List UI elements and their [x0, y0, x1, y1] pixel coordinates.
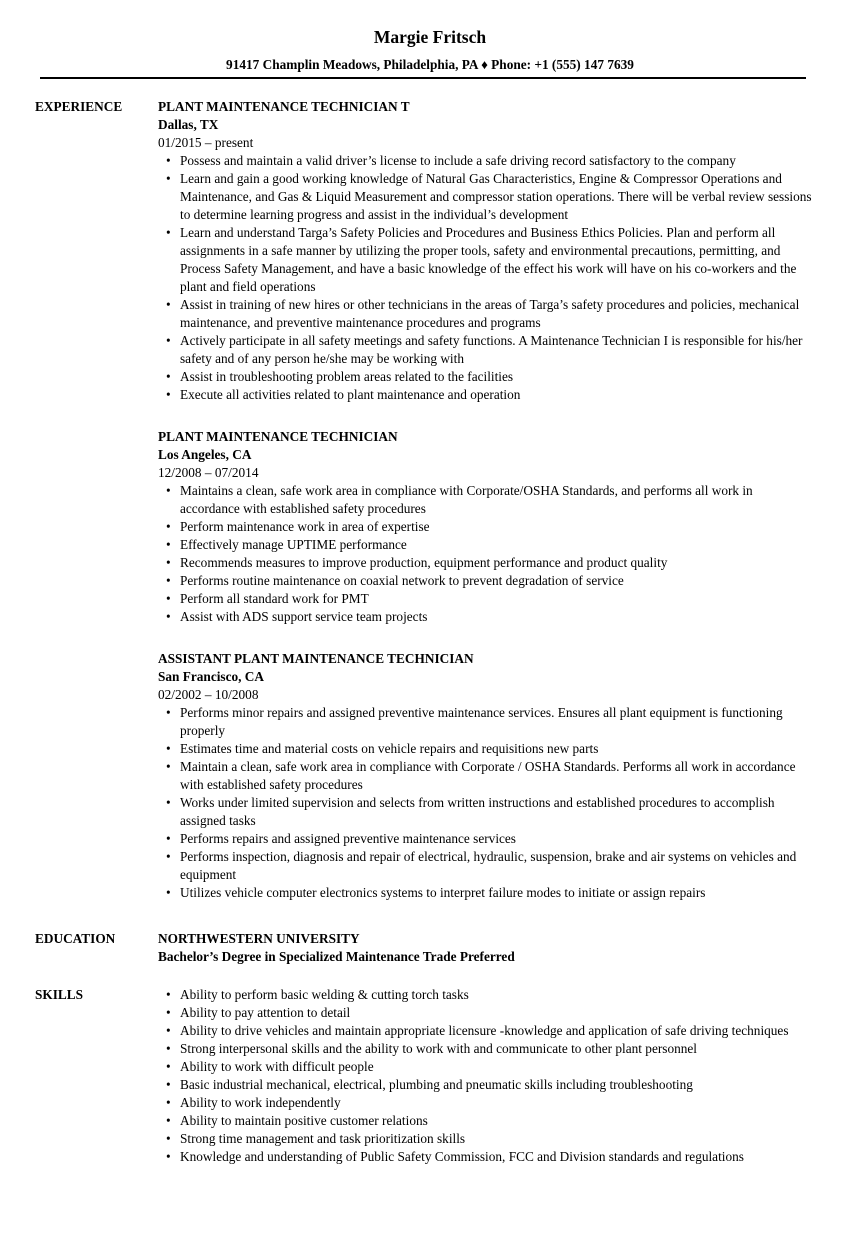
school-name: NORTHWESTERN UNIVERSITY	[158, 931, 360, 946]
job-dates: 01/2015 – present	[158, 135, 254, 150]
job-bullet: • Performs minor repairs and assigned preventive maintenance services. Ensures all plant equipment is functioning properly	[180, 704, 812, 740]
job-bullet: • Assist in training of new hires or other technicians in the areas of Targa’s safety procedures and policies, mechanical maintenance, and preventive maintenance procedures and programs	[180, 296, 812, 332]
job-location: San Francisco, CA	[158, 669, 265, 684]
job-bullet: • Maintains a clean, safe work area in compliance with Corporate/OSHA Standards, and performs all work in accordance with established safety procedures	[180, 482, 812, 518]
job-bullet: • Utilizes vehicle computer electronics systems to interpret failure modes to initiate or assign repairs	[180, 884, 812, 902]
job-bullet: • Perform maintenance work in area of expertise	[180, 518, 812, 536]
skill-item: • Ability to work with difficult people	[180, 1058, 812, 1076]
skill-item: • Ability to maintain positive customer relations	[180, 1112, 812, 1130]
job-bullet: • Perform all standard work for PMT	[180, 590, 812, 608]
job-bullet: • Learn and gain a good working knowledge of Natural Gas Characteristics, Engine & Compressor Operations and Maintenance, and Gas & Liquid Measurement and compressor station operations. There will be verbal review sessions to determine learning progress and assist in the individual’s development	[180, 170, 812, 224]
contact-line: 91417 Champlin Meadows, Philadelphia, PA ♦ Phone: +1 (555) 147 7639	[226, 57, 634, 72]
degree-name: Bachelor’s Degree in Specialized Maintenance Trade Preferred	[158, 949, 515, 964]
job-bullet: • Assist with ADS support service team projects	[180, 608, 812, 626]
skill-item: • Ability to work independently	[180, 1094, 812, 1112]
job-bullet: • Actively participate in all safety meetings and safety functions. A Maintenance Technician I is responsible for his/her safety and of any person he/she may be working with	[180, 332, 812, 368]
job-bullets	[158, 482, 812, 626]
experience-section	[0, 98, 860, 902]
skill-item: • Ability to drive vehicles and maintain appropriate licensure -knowledge and application of safe driving techniques	[180, 1022, 812, 1040]
experience-heading: EXPERIENCE	[35, 99, 123, 114]
job-title: PLANT MAINTENANCE TECHNICIAN T	[158, 99, 410, 114]
candidate-name: Margie Fritsch	[373, 27, 487, 47]
skills-section	[0, 986, 860, 1166]
skill-item: • Ability to pay attention to detail	[180, 1004, 812, 1022]
skill-item: • Knowledge and understanding of Public Safety Commission, FCC and Division standards and regulations	[180, 1148, 812, 1166]
skill-item: • Basic industrial mechanical, electrical, plumbing and pneumatic skills including troubleshooting	[180, 1076, 812, 1094]
job-entry	[158, 428, 812, 626]
skills-body	[158, 986, 860, 1166]
job-bullet: • Effectively manage UPTIME performance	[180, 536, 812, 554]
job-bullet: • Recommends measures to improve production, equipment performance and product quality	[180, 554, 812, 572]
job-bullet: • Estimates time and material costs on vehicle repairs and requisitions new parts	[180, 740, 812, 758]
job-bullet: • Performs routine maintenance on coaxial network to prevent degradation of service	[180, 572, 812, 590]
job-bullets	[158, 152, 812, 404]
job-bullet: • Learn and understand Targa’s Safety Policies and Procedures and Business Ethics Policies. Plan and perform all assignments in a safe manner by utilizing the proper tools, safety and environmental precautions, permitting, and Process Safety Management, and have a basic knowledge of the effect his work will have on his co-workers and the plant and field operations	[180, 224, 812, 296]
job-bullet: • Maintain a clean, safe work area in compliance with Corporate / OSHA Standards. Performs all work in accordance with established safety procedures	[180, 758, 812, 794]
experience-body	[158, 98, 860, 902]
job-title: ASSISTANT PLANT MAINTENANCE TECHNICIAN	[158, 651, 474, 666]
skills-heading: SKILLS	[35, 987, 84, 1002]
job-bullet: • Performs inspection, diagnosis and repair of electrical, hydraulic, suspension, brake and air systems on vehicles and equipment	[180, 848, 812, 884]
job-entry	[158, 98, 812, 404]
job-bullets	[158, 704, 812, 902]
job-bullet: • Performs repairs and assigned preventive maintenance services	[180, 830, 812, 848]
job-location: Dallas, TX	[158, 117, 219, 132]
job-entry	[158, 650, 812, 902]
resume-header	[0, 0, 860, 74]
education-body	[158, 930, 860, 966]
skill-item: • Ability to perform basic welding & cutting torch tasks	[180, 986, 812, 1004]
job-bullet: • Execute all activities related to plant maintenance and operation	[180, 386, 812, 404]
header-divider	[40, 77, 806, 79]
skills-list	[158, 986, 812, 1166]
job-dates: 02/2002 – 10/2008	[158, 687, 259, 702]
skill-item: • Strong time management and task prioritization skills	[180, 1130, 812, 1148]
job-dates: 12/2008 – 07/2014	[158, 465, 259, 480]
job-bullet: • Assist in troubleshooting problem areas related to the facilities	[180, 368, 812, 386]
education-section	[0, 930, 860, 966]
job-bullet: • Works under limited supervision and selects from written instructions and established procedures to accomplish assigned tasks	[180, 794, 812, 830]
job-bullet: • Possess and maintain a valid driver’s license to include a safe driving record satisfactory to the company	[180, 152, 812, 170]
job-location: Los Angeles, CA	[158, 447, 252, 462]
job-title: PLANT MAINTENANCE TECHNICIAN	[158, 429, 398, 444]
skill-item: • Strong interpersonal skills and the ability to work with and communicate to other plant personnel	[180, 1040, 812, 1058]
education-heading: EDUCATION	[35, 931, 116, 946]
